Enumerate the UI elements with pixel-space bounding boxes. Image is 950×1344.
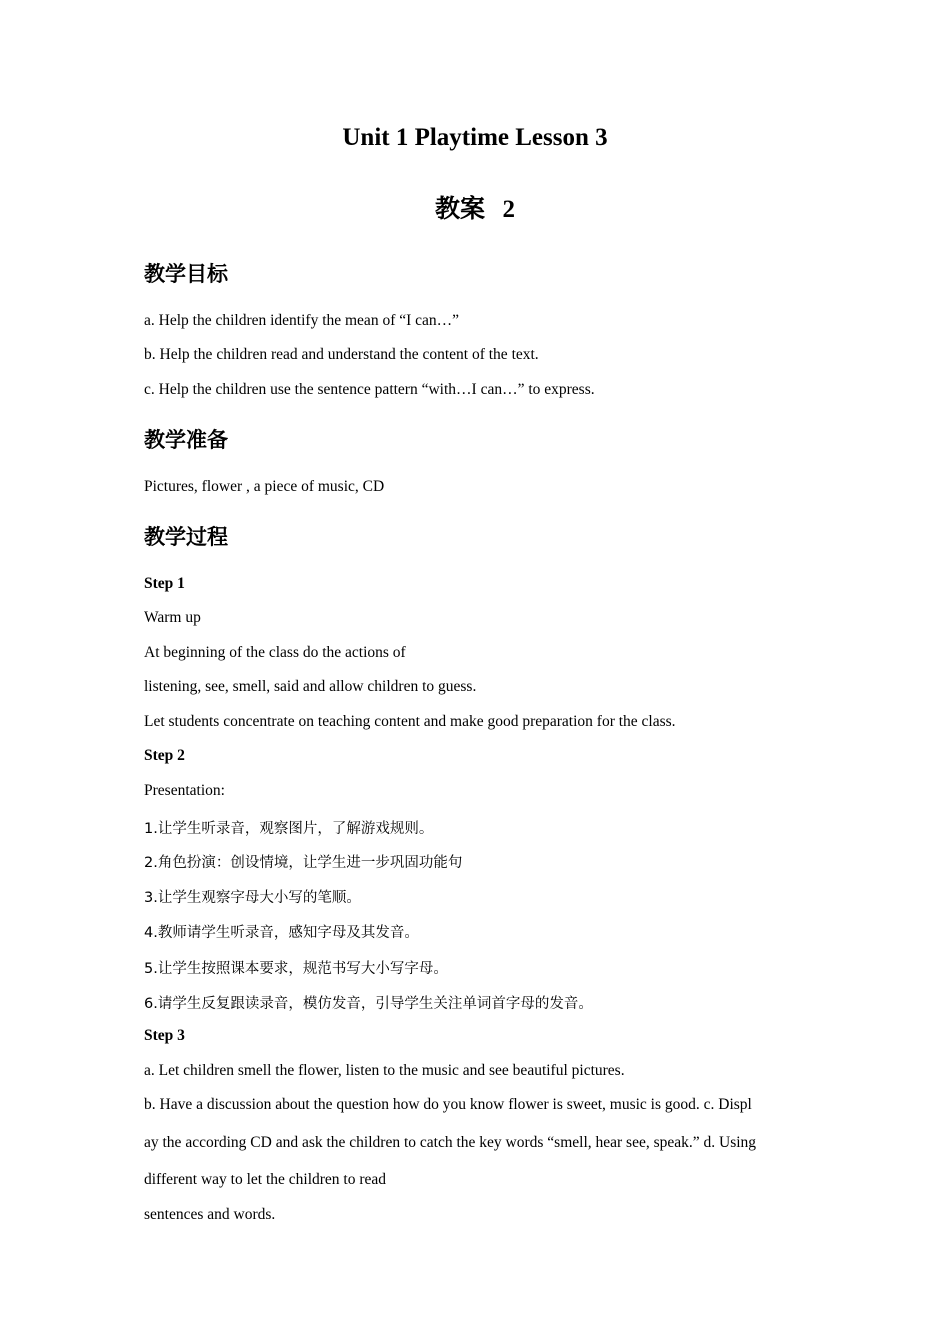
step3-line: b. Have a discussion about the question how do you know flower is sweet, music is good. c. Displ: [144, 1096, 752, 1113]
document-subtitle: [0, 189, 950, 225]
objective-item: a. Help the children identify the mean of “I can…”: [144, 312, 460, 329]
subtitle-number: 2: [502, 196, 515, 223]
subtitle-label: 教案: [435, 194, 486, 223]
step3-line: a. Let children smell the flower, listen to the music and see beautiful pictures.: [144, 1062, 625, 1079]
objective-item: c. Help the children use the sentence pattern “with…I can…” to express.: [144, 381, 595, 398]
objectives-heading: 教学目标: [144, 262, 228, 286]
step2-label: Step 2: [144, 747, 185, 764]
step2-line: 4.教师请学生听录音，感知字母及其发音。: [144, 925, 419, 941]
step2-line: 5.让学生按照课本要求，规范书写大小写字母。: [144, 961, 448, 977]
document-title: Unit 1 Playtime Lesson 3: [342, 124, 608, 151]
step1-line: listening, see, smell, said and allow children to guess.: [144, 678, 477, 695]
step1-label: Step 1: [144, 575, 185, 592]
step1-line: Let students concentrate on teaching content and make good preparation for the class.: [144, 713, 676, 730]
step2-line: 6.请学生反复跟读录音，模仿发音，引导学生关注单词首字母的发音。: [144, 996, 593, 1012]
objective-item: b. Help the children read and understand the content of the text.: [144, 346, 539, 363]
step3-line: sentences and words.: [144, 1206, 276, 1223]
process-heading: 教学过程: [144, 525, 228, 549]
step2-line: 3.让学生观察字母大小写的笔顺。: [144, 890, 361, 906]
step3-label: Step 3: [144, 1027, 185, 1044]
step2-intro: Presentation:: [144, 782, 225, 799]
preparation-heading: 教学准备: [144, 428, 228, 452]
step2-line: 1.让学生听录音，观察图片，了解游戏规则。: [144, 821, 434, 837]
step1-line: Warm up: [144, 609, 201, 626]
step3-line: ay the according CD and ask the children to catch the key words “smell, hear see, speak.” d. Using: [144, 1134, 757, 1151]
preparation-text: Pictures, flower , a piece of music, CD: [144, 478, 385, 495]
step1-line: At beginning of the class do the actions of: [144, 644, 406, 661]
step2-line: 2.角色扮演：创设情境，让学生进一步巩固功能句: [144, 855, 463, 871]
step3-line: different way to let the children to read: [144, 1171, 387, 1188]
